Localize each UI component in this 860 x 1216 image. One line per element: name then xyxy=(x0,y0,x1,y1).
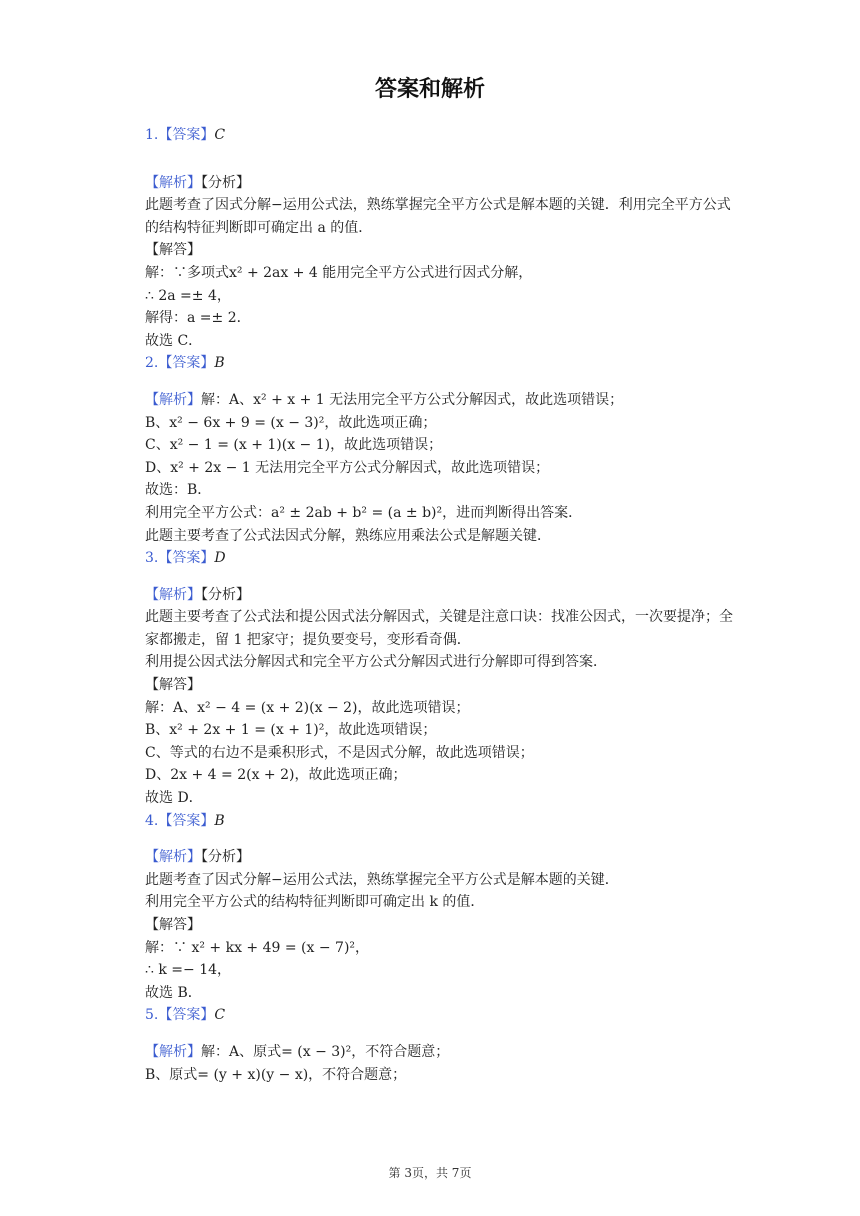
answer-tag: 【答案】 xyxy=(158,812,215,829)
jiexi-tag: 【解析】 xyxy=(145,1043,201,1060)
fenxi-tag: 【分析】 xyxy=(201,174,250,191)
solution-line: 故选：B． xyxy=(145,482,212,499)
answer-4 xyxy=(145,810,735,833)
solution-line: B、x² + 2x + 1 = (x + 1)²，故此选项错误； xyxy=(145,722,437,739)
answer-tag: 【答案】 xyxy=(158,127,215,143)
answer-3 xyxy=(145,547,735,570)
solution-line: 解：A、x² − 4 = (x + 2)(x − 2)，故此选项错误； xyxy=(145,699,470,716)
answer-tag: 【答案】 xyxy=(158,550,215,567)
answer-value: C xyxy=(214,127,226,143)
analysis-text: 利用提公因式法分解因式和完全平方公式分解因式进行分解即可得到答案． xyxy=(145,654,607,671)
answer-tag: 【答案】 xyxy=(158,1007,215,1024)
solution-line: C、x² − 1 = (x + 1)(x − 1)，故此选项错误； xyxy=(145,437,443,454)
jieda-tag: 【解答】 xyxy=(145,917,201,933)
jiexi-tag: 【解析】 xyxy=(145,849,201,866)
question-number: 1. xyxy=(145,127,159,143)
analysis-text: 此题主要考查了公式法和提公因式法分解因式，关键是注意口诀：找准公因式，一次要提净；全家都搬走，留 1 把家守；提负要变号，变形看奇偶． xyxy=(145,609,733,648)
solution-line: ∴ 2a =± 4， xyxy=(145,287,231,304)
solution-line: 解得：a =± 2． xyxy=(145,310,251,327)
fenxi-tag: 【分析】 xyxy=(201,849,250,866)
jieda-tag: 【解答】 xyxy=(145,677,201,694)
solution-line: 解：A、原式= (x − 3)²，不符合题意； xyxy=(201,1043,450,1060)
solution-line: 解：∵多项式x² + 2ax + 4 能用完全平方公式进行因式分解， xyxy=(145,264,533,281)
solution-line: 故选 C． xyxy=(145,332,203,349)
answer-value: C xyxy=(214,1007,226,1024)
solution-line: B、原式= (y + x)(y − x)，不符合题意； xyxy=(145,1066,407,1083)
analysis-text: 此题考查了因式分解−运用公式法，熟练掌握完全平方公式是解本题的关键．利用完全平方公式的结构特征判断即可确定出 a 的值． xyxy=(145,197,731,236)
solution-line: 故选 B． xyxy=(145,984,202,1001)
page-footer: 第 3页，共 7页 xyxy=(388,1166,472,1180)
analysis-heading xyxy=(145,389,735,412)
answer-tag: 【答案】 xyxy=(158,355,215,372)
question-number: 2. xyxy=(145,355,159,372)
solution-line: 解：∵ x² + kx + 49 = (x − 7)²， xyxy=(145,939,370,956)
solution-line: C、等式的右边不是乘积形式，不是因式分解，故此选项错误； xyxy=(145,744,534,761)
analysis-text: 此题考查了因式分解−运用公式法，熟练掌握完全平方公式是解本题的关键． xyxy=(145,871,619,888)
solution-line: D、x² + 2x − 1 无法用完全平方公式分解因式，故此选项错误； xyxy=(145,459,550,476)
jiexi-tag: 【解析】 xyxy=(145,586,201,603)
analysis-heading xyxy=(145,1041,735,1064)
page-title: 答案和解析 xyxy=(374,77,485,102)
jieda-tag: 【解答】 xyxy=(145,242,201,259)
solution-line: 利用完全平方公式：a² ± 2ab + b² = (a ± b)²，进而判断得出答案． xyxy=(145,504,583,521)
answer-1 xyxy=(145,124,735,147)
solution-line: B、x² − 6x + 9 = (x − 3)²，故此选项正确； xyxy=(145,414,437,431)
jiexi-tag: 【解析】 xyxy=(145,174,201,191)
analysis-heading xyxy=(145,584,735,607)
answer-5 xyxy=(145,1004,735,1027)
fenxi-tag: 【分析】 xyxy=(201,586,250,603)
analysis-text: 利用完全平方公式的结构特征判断即可确定出 k 的值． xyxy=(145,894,485,911)
solution-line: ∴ k =− 14， xyxy=(145,962,232,979)
analysis-heading xyxy=(145,846,735,869)
answer-value: B xyxy=(214,812,225,829)
answer-2 xyxy=(145,352,735,375)
question-number: 4. xyxy=(145,812,159,829)
solution-line: 此题主要考查了公式法因式分解，熟练应用乘法公式是解题关键． xyxy=(145,527,551,544)
question-number: 3. xyxy=(145,550,159,567)
answer-content xyxy=(145,124,735,1086)
answer-value: D xyxy=(214,550,226,567)
solution-line: 故选 D． xyxy=(145,790,203,807)
answer-value: B xyxy=(214,355,225,372)
jiexi-tag: 【解析】 xyxy=(145,391,201,408)
solution-line: 解：A、x² + x + 1 无法用完全平方公式分解因式，故此选项错误； xyxy=(201,391,624,408)
question-number: 5. xyxy=(145,1007,159,1024)
solution-line: D、2x + 4 = 2(x + 2)，故此选项正确； xyxy=(145,767,407,784)
analysis-heading xyxy=(145,172,735,195)
